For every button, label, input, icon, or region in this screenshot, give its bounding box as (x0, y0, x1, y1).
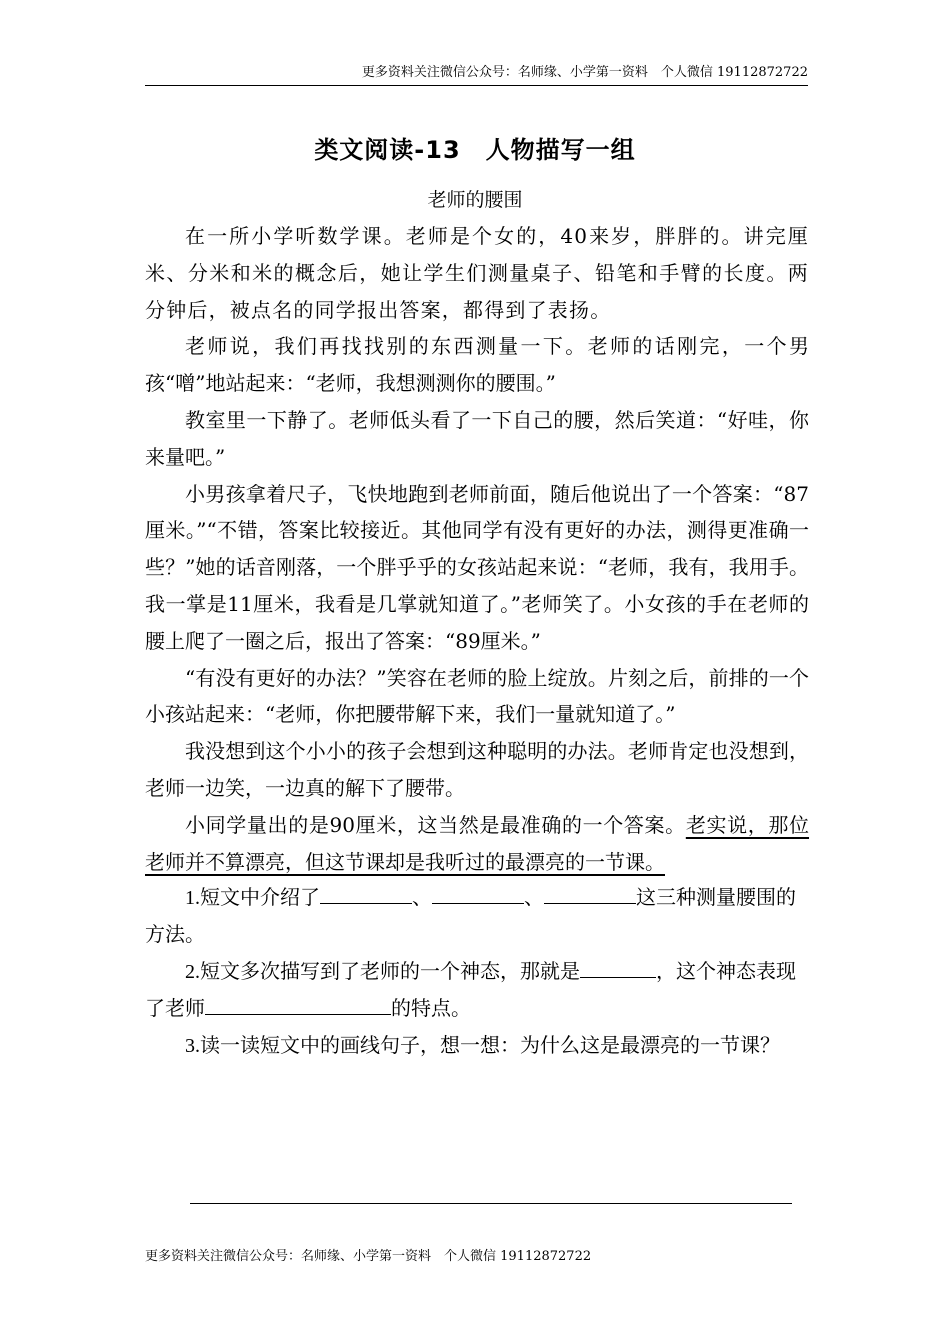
answer-blank-5[interactable] (205, 992, 391, 1015)
header-divider (145, 85, 808, 86)
paragraph-1: 在一所小学听数学课。老师是个女的，40来岁，胖胖的。讲完厘米、分米和米的概念后，她让学生们测量桌子、铅笔和手臂的长度。两分钟后，被点名的同学报出答案，都得到了表扬。 (145, 224, 809, 322)
paragraph-6: 我没想到这个小小的孩子会想到这种聪明的办法。老师肯定也没想到，老师一边笑，一边真的解下了腰带。 (145, 739, 809, 800)
answer-blank-3[interactable] (544, 881, 636, 904)
question-3: 3.读一读短文中的画线句子，想一想：为什么这是最漂亮的一节课？ (185, 1034, 780, 1057)
answer-line[interactable] (190, 1203, 792, 1204)
paragraph-4: 小男孩拿着尺子，飞快地跑到老师前面，随后他说出了一个答案：“87厘米。”“不错，答案比较接近。其他同学有没有更好的办法，测得更准确一些？”她的话音刚落，一个胖乎乎的女孩站起来说：“老师，我有，我用手。我一掌是11厘米，我看是几掌就知道了。”老师笑了。小女孩的手在老师的腰上爬了一圈之后，报出了答案：“89厘米。” (145, 481, 809, 653)
question-1-sep-1: 、 (412, 887, 432, 910)
paragraph-5: “有没有更好的办法？”笑容在老师的脸上绽放。片刻之后，前排的一个小孩站起来：“老师，你把腰带解下来，我们一量就知道了。” (145, 665, 809, 727)
paragraph-7 (145, 807, 809, 881)
question-2-suffix: 的特点。 (391, 997, 471, 1020)
question-1-sep-2: 、 (524, 887, 544, 910)
paragraph-3: 教室里一下静了。老师低头看了一下自己的腰，然后笑道：“好哇，你来量吧。” (145, 407, 809, 469)
article-title: 老师的腰围 (427, 189, 523, 211)
question-2 (145, 954, 809, 1028)
question-1-prefix: 1.短文中介绍了 (185, 887, 320, 910)
underlined-sentence: 老实说，那位老师并不算漂亮，但这节课却是我听过的最漂亮的一节课。 (145, 812, 810, 874)
page-title: 类文阅读-13 人物描写一组 (314, 136, 636, 164)
answer-blank-2[interactable] (432, 881, 524, 904)
answer-blank-1[interactable] (320, 881, 412, 904)
answer-blank-4[interactable] (580, 955, 656, 978)
page-header: 更多资料关注微信公众号：名师缘、小学第一资料 个人微信 19112872722 (361, 65, 808, 80)
article-body (145, 218, 809, 1064)
question-1-suffix: 这三种测量腰围的方法。 (145, 887, 796, 947)
question-1 (145, 880, 809, 954)
page-footer: 更多资料关注微信公众号：名师缘、小学第一资料 个人微信 19112872722 (145, 1249, 592, 1264)
paragraph-7-plain: 小同学量出的是90厘米，这当然是最准确的一个答案。 (185, 812, 686, 837)
question-2-prefix: 2.短文多次描写到了老师的一个神态，那就是 (185, 960, 580, 983)
paragraph-2: 老师说，我们再找找别的东西测量一下。老师的话刚完，一个男孩“噌”地站起来：“老师，我想测测你的腰围。” (145, 334, 809, 396)
question-2-middle: ，这个神态表现了老师 (145, 960, 796, 1020)
